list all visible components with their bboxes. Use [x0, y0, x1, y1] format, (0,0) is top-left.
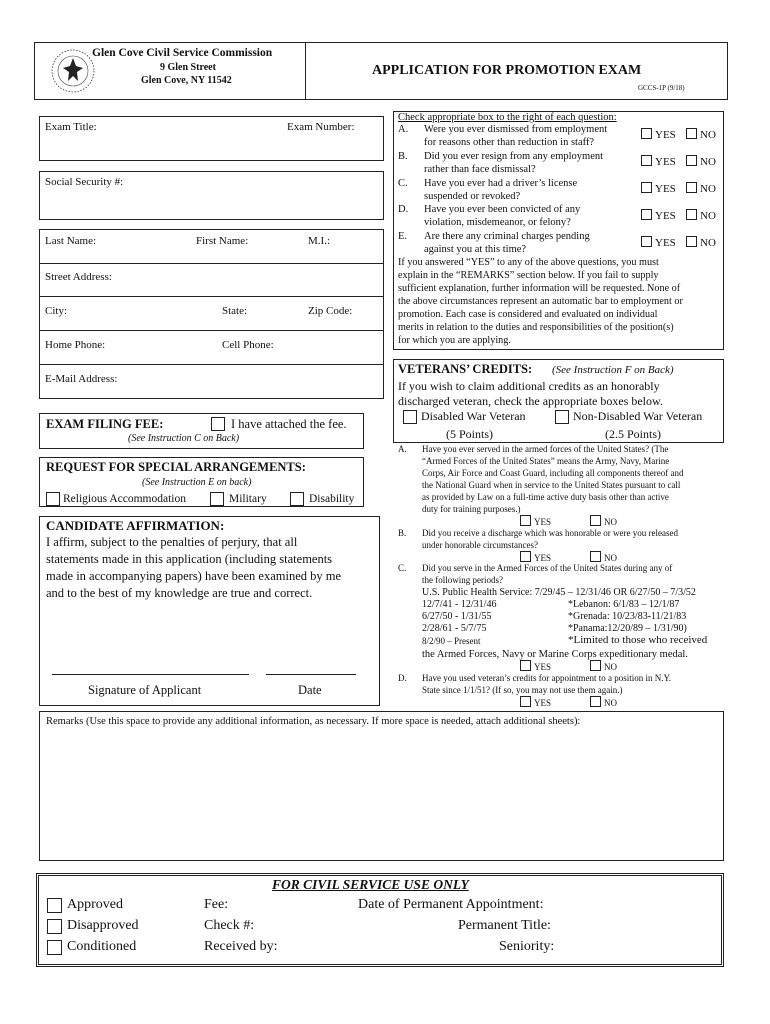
no-checkbox[interactable] [590, 515, 601, 526]
affirmation-text-2: statements made in this application (including statements [46, 552, 333, 566]
question-text: Have you ever had a driver’s license [424, 178, 578, 189]
question-text: violation, misdemeanor, or felony? [424, 217, 571, 228]
disabled-points: (5 Points) [446, 427, 494, 441]
vet-question-text: Did you receive a discharge which was honorable or were you released [422, 528, 678, 538]
veterans-intro: If you wish to claim additional credits as an honorably [398, 379, 660, 393]
service-period: *Grenada: 10/23/83-11/21/83 [568, 611, 687, 622]
question-text: for reasons other than reduction in staff? [424, 137, 595, 148]
yes-option[interactable]: YES [641, 209, 676, 224]
received-by-label: Received by: [204, 939, 278, 954]
vet-question-text: the National Guard when in service to the United States pursuant to call [422, 480, 681, 490]
question-letter: D. [398, 204, 409, 215]
vet-question-text: as provided by Law on a full-time active duty basis other than active [422, 492, 669, 502]
disapproved-checkbox[interactable] [47, 919, 62, 934]
yes-checkbox[interactable] [641, 236, 652, 247]
zip-label: Zip Code: [308, 305, 353, 317]
yes-option[interactable]: YES [641, 155, 676, 170]
question-letter: A. [398, 124, 409, 135]
service-period: *Lebanon: 6/1/83 – 12/1/87 [568, 599, 680, 610]
mi-label: M.I.: [308, 235, 330, 247]
no-checkbox[interactable] [686, 182, 697, 193]
form-title: APPLICATION FOR PROMOTION EXAM [372, 63, 642, 78]
no-checkbox[interactable] [686, 155, 697, 166]
service-periods-header: U.S. Public Health Service: 7/29/45 – 12/31/46 OR 6/27/50 – 7/3/52 [422, 587, 696, 598]
approved-label: Approved [67, 897, 123, 912]
yes-checkbox[interactable] [641, 155, 652, 166]
service-period: *Panama:12/20/89 – 1/31/90) [568, 623, 687, 634]
disabled-veteran-checkbox[interactable] [403, 410, 417, 424]
disapproved-label: Disapproved [67, 918, 139, 933]
vet-question-letter: D. [398, 673, 407, 683]
org-name: Glen Cove Civil Service Commission [92, 47, 273, 59]
exam-title-label: Exam Title: [45, 121, 97, 133]
header-divider [305, 42, 306, 100]
special-title: REQUEST FOR SPECIAL ARRANGEMENTS: [46, 460, 306, 474]
affirmation-text-3: made in accompanying papers) have been examined by me [46, 569, 342, 583]
fee-checkbox-label: I have attached the fee. [231, 417, 347, 431]
yes-checkbox[interactable] [520, 551, 531, 562]
service-period: 2/28/61 - 5/7/75 [422, 623, 487, 634]
question-text: Did you ever resign from any employment [424, 151, 604, 162]
yes-checkbox[interactable] [520, 660, 531, 671]
religious-label: Religious Accommodation [63, 493, 186, 505]
affirmation-text-1: I affirm, subject to the penalties of perjury, that all [46, 535, 298, 549]
explanation-text: sufficient explanation, further information will be requested. None of [398, 283, 681, 294]
remarks-box[interactable] [39, 711, 724, 861]
explanation-text: If you answered “YES” to any of the above questions, you must [398, 257, 659, 268]
vet-question-text: Corps, Air Force and Coast Guard, including all components thereof and [422, 468, 684, 478]
disability-checkbox[interactable] [290, 492, 304, 506]
affirmation-text-4: and to the best of my knowledge are true and correct. [46, 586, 313, 600]
signature-line[interactable] [52, 674, 249, 675]
conditioned-label: Conditioned [67, 939, 137, 954]
no-option[interactable]: NO [686, 182, 716, 197]
yes-option[interactable]: YES [520, 696, 551, 710]
question-text: suspended or revoked? [424, 191, 521, 202]
service-period-note: *Limited to those who received [568, 634, 708, 646]
military-label: Military [229, 493, 267, 505]
no-option[interactable]: NO [686, 236, 716, 251]
divider [39, 296, 384, 297]
yes-option[interactable]: YES [520, 515, 551, 529]
question-text: Are there any criminal charges pending [424, 231, 590, 242]
yes-checkbox[interactable] [641, 182, 652, 193]
yes-checkbox[interactable] [520, 696, 531, 707]
vet-question-text: the following periods? [422, 575, 503, 585]
religious-checkbox[interactable] [46, 492, 60, 506]
street-label: Street Address: [45, 271, 112, 283]
no-option[interactable]: NO [686, 209, 716, 224]
no-option[interactable]: NO [590, 660, 617, 674]
signature-label: Signature of Applicant [88, 683, 202, 697]
home-phone-label: Home Phone: [45, 339, 106, 351]
org-city: Glen Cove, NY 11542 [141, 75, 232, 86]
org-street: 9 Glen Street [160, 62, 216, 73]
yes-option[interactable]: YES [641, 182, 676, 197]
divider [39, 330, 384, 331]
explanation-text: explain in the “REMARKS” section below. If you fail to supply [398, 270, 659, 281]
affirmation-title: CANDIDATE AFFIRMATION: [46, 518, 225, 533]
yes-checkbox[interactable] [641, 128, 652, 139]
non-disabled-points: (2.5 Points) [605, 427, 662, 441]
service-period: 8/2/90 – Present [422, 636, 481, 646]
first-name-label: First Name: [196, 235, 249, 247]
date-line[interactable] [266, 674, 356, 675]
email-label: E-Mail Address: [45, 373, 118, 385]
yes-option[interactable]: YES [641, 128, 676, 143]
no-checkbox[interactable] [686, 209, 697, 220]
ssn-label: Social Security #: [45, 176, 124, 188]
question-letter: E. [398, 231, 408, 242]
veterans-intro: discharged veteran, check the appropriate boxes below. [398, 394, 663, 408]
approved-checkbox[interactable] [47, 898, 62, 913]
no-checkbox[interactable] [590, 551, 601, 562]
explanation-text: merits in relation to the duties and responsibilities of the position(s) [398, 322, 674, 333]
disabled-veteran-label: Disabled War Veteran [421, 409, 526, 423]
date-permanent-label: Date of Permanent Appointment: [358, 897, 544, 912]
no-checkbox[interactable] [590, 660, 601, 671]
service-period: 6/27/50 - 1/31/55 [422, 611, 492, 622]
no-option[interactable]: NO [590, 515, 617, 529]
yes-option[interactable]: YES [520, 551, 551, 565]
explanation-text: the above circumstances represent an automatic bar to employment or [398, 296, 683, 307]
seniority-label: Seniority: [499, 939, 555, 954]
permanent-title-label: Permanent Title: [458, 918, 551, 933]
no-option[interactable]: NO [590, 551, 617, 565]
no-option[interactable]: NO [686, 155, 716, 170]
fee-note: (See Instruction C on Back) [128, 433, 240, 444]
state-label: State: [222, 305, 248, 317]
questions-header: Check appropriate box to the right of each question: [398, 112, 617, 123]
date-label: Date [298, 683, 322, 697]
form-code: GCCS-1P (9/18) [638, 84, 685, 92]
vet-question-text: State since 1/1/51? (If so, you may not use them again.) [422, 685, 623, 695]
vet-question-letter: C. [398, 563, 407, 573]
no-checkbox[interactable] [686, 236, 697, 247]
fee-title: EXAM FILING FEE: [46, 417, 164, 431]
service-period: 12/7/41 - 12/31/46 [422, 599, 497, 610]
no-checkbox[interactable] [686, 128, 697, 139]
vet-question-text: Have you used veteran’s credits for appointment to a position in N.Y. [422, 673, 672, 683]
question-text: rather than face dismissal? [424, 164, 536, 175]
divider [39, 263, 384, 264]
military-checkbox[interactable] [210, 492, 224, 506]
veterans-title: VETERANS’ CREDITS: [398, 362, 533, 376]
service-period-note: the Armed Forces, Navy or Marine Corps expeditionary medal. [422, 649, 688, 660]
non-disabled-veteran-checkbox[interactable] [555, 410, 569, 424]
yes-option[interactable]: YES [520, 660, 551, 674]
fee-office-label: Fee: [204, 897, 229, 912]
no-option[interactable]: NO [590, 696, 617, 710]
yes-checkbox[interactable] [520, 515, 531, 526]
no-option[interactable]: NO [686, 128, 716, 143]
veterans-note: (See Instruction F on Back) [552, 364, 674, 376]
non-disabled-veteran-label: Non-Disabled War Veteran [573, 409, 703, 423]
explanation-text: promotion. Each case is considered and evaluated on individual [398, 309, 658, 320]
last-name-label: Last Name: [45, 235, 97, 247]
vet-question-letter: B. [398, 528, 407, 538]
question-letter: B. [398, 151, 408, 162]
office-use-title: FOR CIVIL SERVICE USE ONLY [272, 877, 469, 892]
question-letter: C. [398, 178, 408, 189]
check-number-label: Check #: [204, 918, 255, 933]
question-text: Have you ever been convicted of any [424, 204, 581, 215]
yes-checkbox[interactable] [641, 209, 652, 220]
conditioned-checkbox[interactable] [47, 940, 62, 955]
vet-question-text: “Armed Forces of the United States” means the Army, Navy, Marine [422, 456, 670, 466]
disability-label: Disability [309, 493, 355, 505]
vet-question-text: under honorable circumstances? [422, 540, 538, 550]
question-text: Were you ever dismissed from employment [424, 124, 608, 135]
no-checkbox[interactable] [590, 696, 601, 707]
special-note: (See Instruction E on back) [142, 477, 252, 488]
divider [39, 364, 384, 365]
yes-option[interactable]: YES [641, 236, 676, 251]
remarks-label: Remarks (Use this space to provide any additional information, as necessary. If more space is needed, attach additional sheets): [46, 716, 581, 727]
cell-phone-label: Cell Phone: [222, 339, 274, 351]
vet-question-text: Did you serve in the Armed Forces of the United States during any of [422, 563, 673, 573]
vet-question-text: duty for training purposes.) [422, 504, 521, 514]
vet-question-text: Have you ever served in the armed forces of the United States? (The [422, 444, 669, 454]
explanation-text: for which you are applying. [398, 335, 511, 346]
vet-question-letter: A. [398, 444, 407, 454]
fee-checkbox[interactable] [211, 417, 225, 431]
city-label: City: [45, 305, 68, 317]
city-seal-icon [50, 48, 96, 94]
question-text: against you at this time? [424, 244, 527, 255]
exam-number-label: Exam Number: [287, 121, 355, 133]
